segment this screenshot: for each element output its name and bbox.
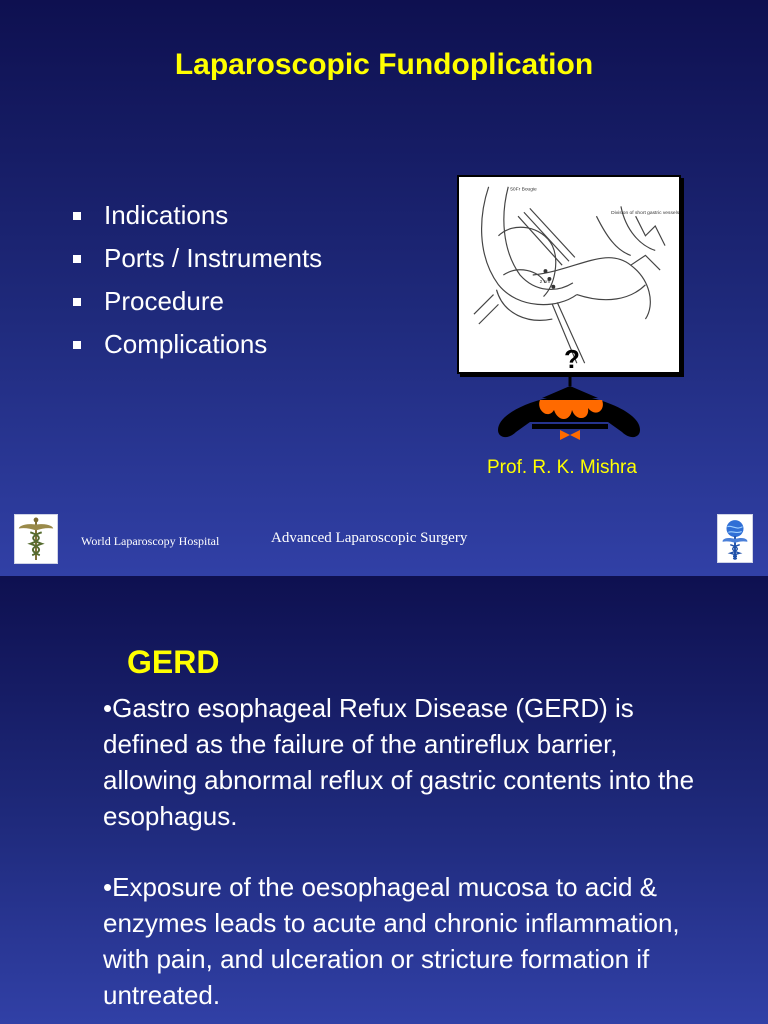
topic-list xyxy=(70,194,322,366)
list-item xyxy=(70,237,322,280)
footer-hospital-name: World Laparoscopy Hospital xyxy=(81,534,220,548)
slide-title: GERD xyxy=(127,644,220,680)
bullet-square-icon xyxy=(73,341,81,349)
list-item-text: Procedure xyxy=(104,286,224,316)
list-item-text: Ports / Instruments xyxy=(104,243,323,273)
list-item xyxy=(70,323,322,366)
slide-title: Laparoscopic Fundoplication xyxy=(174,48,594,81)
globe-logo xyxy=(717,514,753,563)
bullet-square-icon xyxy=(73,298,81,306)
author-name: Prof. R. K. Mishra xyxy=(487,457,637,478)
paragraph: •Exposure of the oesophageal mucosa to acid & enzymes leads to acute and chronic inflammation, with pain, and ulceration or stricture formation if untreated. xyxy=(103,872,680,1010)
caduceus-logo xyxy=(14,514,58,564)
list-item xyxy=(70,194,322,237)
bullet-square-icon xyxy=(73,212,81,220)
question-mark: ? xyxy=(564,346,580,374)
fundoplication-sketch xyxy=(459,177,679,372)
figure-label: 2 cm xyxy=(539,279,551,285)
hanger-icon xyxy=(492,346,644,446)
paragraph: •Gastro esophageal Refux Disease (GERD) is defined as the failure of the antireflux barrier, allowing abnormal reflux of gastric contents into the esophagus. xyxy=(103,693,695,831)
figure-label: Division of short gastric vessels xyxy=(611,211,679,217)
list-item xyxy=(70,280,322,323)
slide-2 xyxy=(0,576,768,1024)
list-item-text: Complications xyxy=(104,329,268,359)
footer-course-name: Advanced Laparoscopic Surgery xyxy=(271,530,468,546)
caduceus-icon xyxy=(15,515,57,563)
bullet-square-icon xyxy=(73,255,81,263)
figure-label: 50Fr Bougie xyxy=(510,187,537,193)
surgical-illustration xyxy=(457,175,681,374)
list-item-text: Indications xyxy=(104,200,229,230)
globe-caduceus-icon xyxy=(718,515,752,562)
